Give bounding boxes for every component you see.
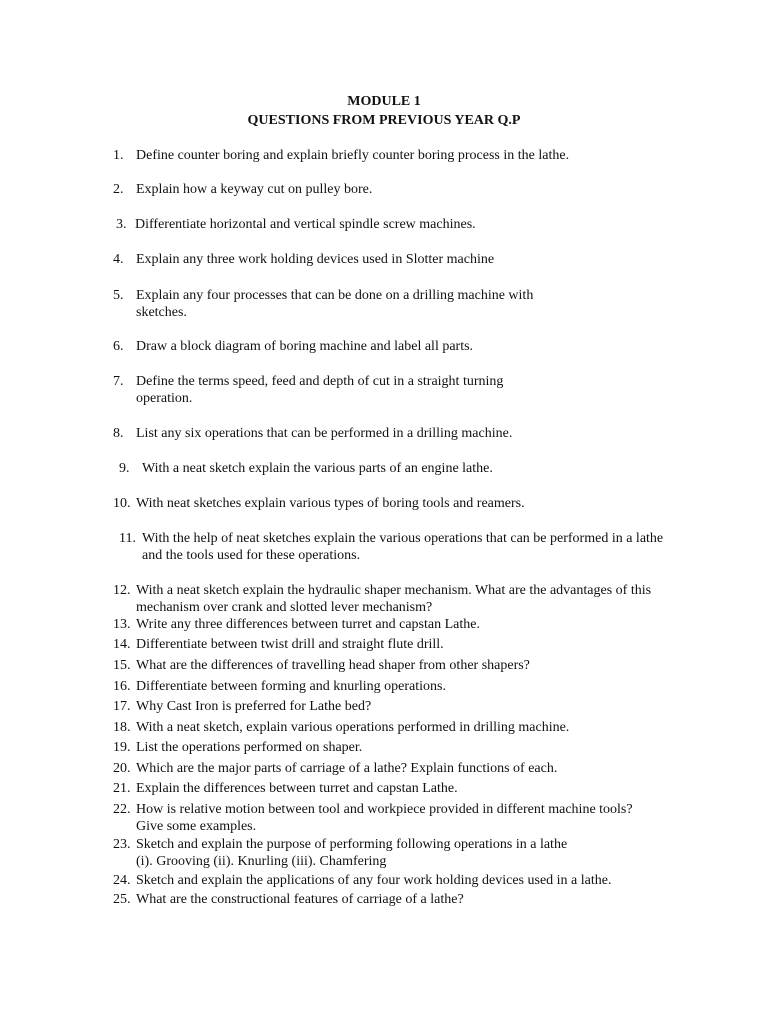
question-number: 25. [113, 892, 131, 907]
question-text: With a neat sketch explain the hydraulic shaper mechanism. What are the advantages of this [136, 583, 652, 598]
question-text: Explain any three work holding devices used in Slotter machine [136, 252, 495, 267]
question-text: List any six operations that can be performed in a drilling machine. [136, 426, 513, 441]
question-text: Explain the differences between turret and capstan Lathe. [136, 781, 458, 796]
question-number: 21. [113, 781, 131, 796]
question-text: Differentiate between forming and knurling operations. [136, 679, 446, 694]
question-number: 23. [113, 837, 131, 852]
question-number: 9. [119, 461, 130, 476]
question-text: Write any three differences between turret and capstan Lathe. [136, 617, 480, 632]
question-text: Differentiate between twist drill and straight flute drill. [136, 637, 444, 652]
question-number: 4. [113, 252, 124, 267]
question-number: 16. [113, 679, 131, 694]
question-number: 7. [113, 374, 124, 389]
question-text: How is relative motion between tool and workpiece provided in different machine tools? [136, 802, 633, 817]
question-number: 5. [113, 288, 124, 303]
question-text: Define the terms speed, feed and depth of cut in a straight turning [136, 374, 504, 389]
question-number: 20. [113, 761, 131, 776]
question-text: Explain any four processes that can be done on a drilling machine with [136, 288, 534, 303]
question-text: With a neat sketch, explain various operations performed in drilling machine. [136, 720, 570, 735]
question-text: Explain how a keyway cut on pulley bore. [136, 182, 373, 197]
question-text: List the operations performed on shaper. [136, 740, 363, 755]
question-number: 8. [113, 426, 124, 441]
question-text: mechanism over crank and slotted lever mechanism? [136, 600, 433, 615]
question-number: 12. [113, 583, 131, 598]
question-text: (i). Grooving (ii). Knurling (iii). Chamfering [136, 854, 387, 869]
question-number: 17. [113, 699, 131, 714]
question-number: 14. [113, 637, 131, 652]
question-number: 18. [113, 720, 131, 735]
question-text: With the help of neat sketches explain the various operations that can be performed in a lathe [142, 531, 664, 546]
question-number: 1. [113, 148, 124, 163]
question-text: and the tools used for these operations. [142, 548, 361, 563]
question-number: 2. [113, 182, 124, 197]
page-title: QUESTIONS FROM PREVIOUS YEAR Q.P [247, 113, 521, 128]
question-text: Sketch and explain the purpose of performing following operations in a lathe [136, 837, 568, 852]
question-text: Define counter boring and explain briefly counter boring process in the lathe. [136, 148, 570, 163]
question-text: Give some examples. [136, 819, 257, 834]
question-number: 10. [113, 496, 131, 511]
question-text: What are the constructional features of carriage of a lathe? [136, 892, 464, 907]
question-number: 6. [113, 339, 124, 354]
question-text: What are the differences of travelling head shaper from other shapers? [136, 658, 530, 673]
question-number: 11. [119, 531, 136, 546]
question-number: 13. [113, 617, 131, 632]
question-text: Draw a block diagram of boring machine and label all parts. [136, 339, 474, 354]
question-text: With neat sketches explain various types of boring tools and reamers. [136, 496, 525, 511]
question-number: 3. [116, 217, 127, 232]
question-text: sketches. [136, 305, 187, 320]
question-text: Differentiate horizontal and vertical spindle screw machines. [135, 217, 476, 232]
module-heading: MODULE 1 [347, 94, 421, 109]
question-text: With a neat sketch explain the various parts of an engine lathe. [142, 461, 493, 476]
question-number: 24. [113, 873, 131, 888]
question-text: operation. [136, 391, 193, 406]
question-text: Sketch and explain the applications of any four work holding devices used in a lathe. [136, 873, 612, 888]
question-number: 19. [113, 740, 131, 755]
question-number: 15. [113, 658, 131, 673]
question-text: Which are the major parts of carriage of a lathe? Explain functions of each. [136, 761, 558, 776]
question-number: 22. [113, 802, 131, 817]
question-text: Why Cast Iron is preferred for Lathe bed? [136, 699, 372, 714]
